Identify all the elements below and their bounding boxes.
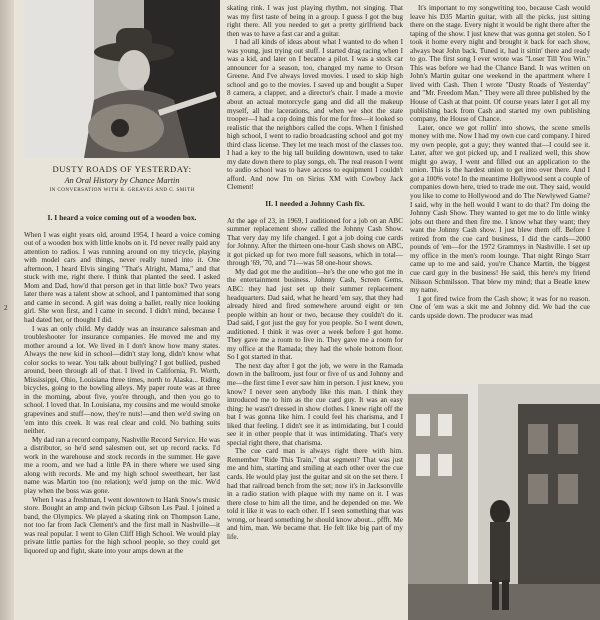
page-number: 2 xyxy=(4,304,8,312)
column-1 xyxy=(24,206,220,555)
paragraph: Later, once we got rollin' into shows, the scene smells money with me. Now I had my own cue card company. I hired my own people, got a guy; they wanted that—I could see it. Later, after we got picked up, and I realized well, this show might go away, I went and filled out an application to the union. This is the hardest union to get into over there. And I got a 100% vote! In the meantime Hollywood sent a couple of companies down here, tried to trade me out. They said, would you like to come to Hollywood and do The Newlywed Game? I said, why in the hell would I want to do that? I'm doing the Johnny Cash Show. They wanted to get me to do little winky jobs out there and then fire me. I know what they want; they want the Johnny Cash show. I just blew them off. Before I retired from the cue card business, I did the cards—2000 pounds of 'em—for the 1972 Grammys in Nashville. I set up my office in the men's room lounge. That night Ringo Starr came up to me and said, you're Chance Martin, the biggest cue card guy in the business! He said, this here's my friend Nilsson Schmilsson. That blew my mind; that a Beatle knew my name. xyxy=(410,123,590,295)
section-heading-2: II. I needed a Johnny Cash fix. xyxy=(265,199,365,209)
paragraph: My dad ran a record company, Nashville Record Service. He was a distributor, so he'd send salesmen out, set up record racks. I'd work in the warehouse and stock records in the summer. He gave me a room, and we had a little PA in there where we used sing along with records. Me and my high school sweetheart, her last name was Martin too (no relation); we'd jump on the mic. We'd play when the boss was gone. xyxy=(24,435,220,495)
column-3 xyxy=(410,4,590,382)
chance-martin-photo xyxy=(24,0,220,158)
paragraph: It's important to my songwriting too, because Cash would leave his D35 Martin guitar, with all the picks, just sitting there on the stage. Every night it would be right there after the taping of the show. I just knew that was gonna get stolen. So I took it home every night and brought it back for each show, always beat John back. Tuned it, had it sittin' there and ready to go. The first song I ever wrote was "Loser Till You Win." This was before we had the Chance Band. It was written on John's Martin guitar one weekend in the apartment where I lived with Cash. Then I wrote "Dusty Roads of Yesterday" and "Mr. Freedom Man." They were all three published by the House of Cash at that point. Of course years later I got all my publishing back from Cash and started my own publishing company, the House of Chance. xyxy=(410,4,590,124)
paragraph: My dad got me the audition—he's the one who got me in the entertainment business. Johnny Cash, Screen Gems, ABC: they had just set up their summer replacement headquarters. Dad said, what he heard 'em say, that they had already hired and fired somewhere around eight or ten people within an hour or two, because they couldn't do it. Dad said, I got just the guy for you people. So I went down, auditioned. I think it was over a week before I got home. They gave me a room to live in. They gave me a room for my office at the Ramada; they had the whole bottom floor. So I got started in that. xyxy=(227,267,403,362)
paragraph: At the age of 23, in 1969, I auditioned for a job on an ABC summer replacement show called the Johnny Cash Show. That very day my life changed. I got a job doing cue cards for Johnny. After the thirteen one-hour Cash shows on ABC, it got picked up for two more full seasons, which in total—through '69, '70, and '71—was 58 one-hour shows. xyxy=(227,216,403,268)
paragraph: The next day after I got the job, we were in the Ramada down in the ballroom, just four or five of us and Johnny and me—the first time I ever saw him in person. I just knew, you know? I never seen anybody like this man. I think they introduced me to him as the cue card guy. It was an easy thing: he wasn't dressed in show clothes. I knew right off the bat I was gonna like him. I could feel his charisma, and I liked that feeling. I didn't see it as intimidating, but I could see it in other people that it was intimidating. That's very special right there, that charisma. xyxy=(227,361,403,447)
paragraph: I had all kinds of ideas about what I wanted to do when I was young, just trying out stuff. I started drag racing when I was a kid, and later on I became a pilot. I was a stock car announcer for a season, too, changed my name to Orson Greene. And I've always loved movies. I used to skip high school and go to the movies. I saved up and bought a Super 8 camera, a clapper, and a director's chair. I made a movie about an actual motorcycle gang and did all the makeup myself, all the lacerations, and when we shot the state trooper—I had a cop doing this for me for free—it looked so realistic that the neighbors called the cops. When I finished high school, I went to radio broadcasting school and got my third class license. They let me teach most of the classes too. I had a key to the big tall building downtown, used to take my date down there to play songs, eh. The real reason I went to audio school was to have access to equipment I couldn't afford. And now I'm on Sirius XM with Cowboy Jack Clement! xyxy=(227,38,403,192)
street-scene-photo xyxy=(408,384,600,620)
section-heading-1: I. I heard a voice coming out of a wooden box. xyxy=(47,213,197,222)
column-2 xyxy=(227,4,403,541)
paragraph: skating rink. I was just playing rhythm, not singing. That was my first taste of being in a group. I guess I got the bug right there. All you needed to get a pretty girlfriend back then was to have a fast car and a guitar. xyxy=(227,4,403,38)
article-byline: IN CONVERSATION WITH B. GREAVES AND C. SMITH xyxy=(49,187,195,193)
paragraph: When I was eight years old, around 1954, I heard a voice coming out of a wooden box with little knobs on it. I'd never really paid any attention to radios. I was running around on my tricycle, playing with model cars and things, never really tuned into it. One afternoon, I heard Elvis singing "That's Alright, Mama," and that stuck with me, right there. I think that planted the seed. I asked Mom and Dad, how'd that person get in that little box? Two years later there was a talent show at school, and I pantomimed that song and came in second. A girl was doing a ballet, really nice looking girl. She won first, and I came in second. I didn't mind, because I had dated her, or thought I did. xyxy=(24,230,220,325)
street-scene-photo-art xyxy=(408,384,600,620)
article-title: DUSTY ROADS OF YESTERDAY: xyxy=(52,164,192,174)
paragraph: When I was a freshman, I went downtown to Hank Snow's music store. Bought an amp and twin pickup Gibson Les Paul. I joined a band, the Olympics. We played a skating rink on Thompson Lane, not too far from Jack Clement's and the first mall in Nashville—it was real popular. I went to Glen Cliff High School. We would play private little parties for the high school people, so they could get liquored up and fight, skate into your amps down at the xyxy=(24,495,220,555)
chance-martin-photo-art xyxy=(24,0,220,158)
paragraph: I got fired twice from the Cash show; it was for no reason. One of 'em was a skit me and Johnny did. We had the cue cards upside down. The producer was mad xyxy=(410,294,590,320)
paragraph: The cue card man is always right there with him. Remember "Ride This Train," that segment? That was just me and him, starting and smiling at each other over the cue cards. He would play just the guitar and sit on the set there. I had that railroad bench from the set; now it's in Jacksonville in a radio station with plaque with my name on it. I was there close to him all the time, and he depended on me. We told it like it was to each other. If I seen something that was wrong, or heard something he should know about... pffft. Me and him, man. We became that. He felt like big part of my life. xyxy=(227,447,403,541)
article-title-block xyxy=(24,162,220,193)
article-subtitle: An Oral History by Chance Martin xyxy=(64,176,180,185)
paragraph: I was an only child. My daddy was an insurance salesman and troubleshooter for insurance companies. He moved me and my mother around a lot. We lived in I don't know how many states. Always the new kid in school—didn't stay long, didn't know what color socks to wear. You talk about bullying? I got bullied, pushed around, been through all of that. I lived in California, Ft. Worth, Mississippi, Ohio, Louisiana three times, north to Alaska... Riding bicycles, going to the bowling alleys. My paper route was at three in the morning, about five, you're through, and then you go to school. I loved that. In Louisiana, my cousins and me would smoke grapevines and stuff—now, they're nuts!—and then we'd swing on 'em into this creek. It was real clear and cold. No bathing suits neither. xyxy=(24,324,220,436)
